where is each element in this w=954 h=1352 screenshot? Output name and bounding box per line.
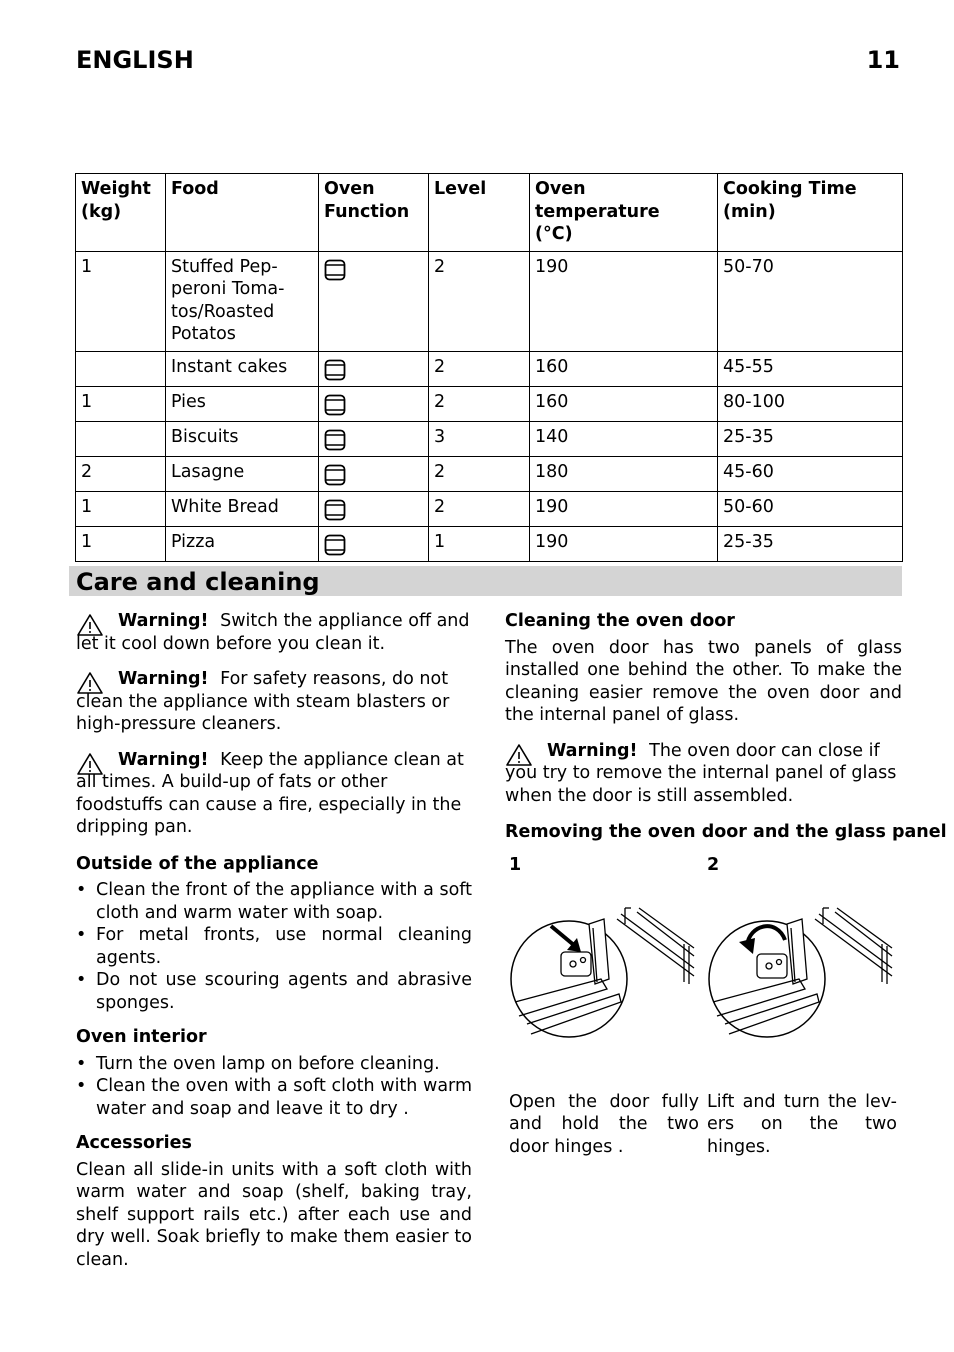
outside-list xyxy=(76,879,472,1014)
col-header-level: Level xyxy=(429,174,530,252)
cell-time: 80-100 xyxy=(718,386,903,421)
removing-heading: Removing the oven door and the glass panel xyxy=(505,822,947,842)
cell-food: Pizza xyxy=(166,526,319,561)
cell-food: White Bread xyxy=(166,491,319,526)
warning-block xyxy=(76,749,472,839)
cell-level: 3 xyxy=(429,421,530,456)
cell-temperature: 140 xyxy=(530,421,718,456)
col-header-time: Cooking Time (min) xyxy=(718,174,903,252)
cell-weight: 1 xyxy=(76,526,166,561)
step-number: 2 xyxy=(707,854,720,875)
table-row xyxy=(76,526,903,561)
cell-temperature: 190 xyxy=(530,491,718,526)
door-hinge-illustration xyxy=(509,884,699,1079)
warning-text: The oven door can close if you try to remove the internal panel of glass when the door is still assembled. xyxy=(505,740,897,806)
cell-level: 2 xyxy=(429,386,530,421)
cell-temperature: 180 xyxy=(530,456,718,491)
cell-time: 25-35 xyxy=(718,421,903,456)
oven-function-icon xyxy=(324,534,346,556)
col-header-weight: Weight (kg) xyxy=(76,174,166,252)
warning-label: Warning! xyxy=(118,669,209,689)
cell-food: Lasagne xyxy=(166,456,319,491)
section-title: Care and cleaning xyxy=(76,568,320,596)
cell-level: 2 xyxy=(429,491,530,526)
warning-triangle-icon xyxy=(76,671,104,695)
cell-time: 45-60 xyxy=(718,456,903,491)
removal-steps xyxy=(505,854,902,1157)
list-item: • Clean the oven with a soft cloth with warm water and soap and leave it to dry . xyxy=(76,1075,472,1120)
oven-function-icon xyxy=(324,499,346,521)
list-item: • Turn the oven lamp on before cleaning. xyxy=(76,1053,472,1076)
warning-block xyxy=(76,668,472,736)
cell-oven-function xyxy=(319,491,429,526)
oven-function-icon xyxy=(324,259,346,281)
cell-level: 1 xyxy=(429,526,530,561)
warning-text: For safety reasons, do not clean the appliance with steam blasters or high-pressure cleaners. xyxy=(76,669,450,734)
warning-triangle-icon xyxy=(76,752,104,776)
cell-food: Biscuits xyxy=(166,421,319,456)
lever-turn-illustration xyxy=(707,884,897,1079)
cell-weight xyxy=(76,351,166,386)
list-item: • For metal fronts, use normal cleaning agents. xyxy=(76,924,472,969)
interior-list xyxy=(76,1053,472,1121)
warning-label: Warning! xyxy=(547,740,638,761)
col-header-oven-function: Oven Function xyxy=(319,174,429,252)
list-item: • Clean the front of the appliance with a soft cloth and warm water with soap. xyxy=(76,879,472,924)
warning-block xyxy=(76,610,472,655)
table-row xyxy=(76,251,903,351)
cell-weight: 1 xyxy=(76,386,166,421)
oven-function-icon xyxy=(324,464,346,486)
cell-oven-function xyxy=(319,421,429,456)
table-row xyxy=(76,386,903,421)
step-1 xyxy=(509,854,699,1159)
table-row xyxy=(76,351,903,386)
warning-block xyxy=(505,740,902,808)
outside-heading: Outside of the appliance xyxy=(76,853,319,874)
cell-food: Instant cakes xyxy=(166,351,319,386)
cell-weight xyxy=(76,421,166,456)
accessories-text: Clean all slide-in units with a soft cloth with warm water and soap (shelf, baking tray, shelf support rails etc.) after each use and dry well. Soak briefly to make them easier to clean. xyxy=(76,1159,472,1270)
cooking-table xyxy=(75,173,903,562)
cell-oven-function xyxy=(319,251,429,351)
door-text: The oven door has two panels of glass installed one behind the other. To make the cleaning easier remove the oven door and the internal panel of glass. xyxy=(505,637,902,725)
cell-temperature: 160 xyxy=(530,386,718,421)
accessories-heading: Accessories xyxy=(76,1133,192,1153)
step-number: 1 xyxy=(509,854,522,875)
cell-temperature: 190 xyxy=(530,251,718,351)
col-header-temperature: Oven temperature (°C) xyxy=(530,174,718,252)
door-heading: Cleaning the oven door xyxy=(505,611,735,631)
oven-function-icon xyxy=(324,429,346,451)
cell-weight: 2 xyxy=(76,456,166,491)
warning-triangle-icon xyxy=(505,743,533,767)
step-2 xyxy=(707,854,897,1159)
left-column xyxy=(76,610,472,1271)
right-column xyxy=(505,610,947,1157)
cell-time: 50-70 xyxy=(718,251,903,351)
cell-oven-function xyxy=(319,456,429,491)
warning-label: Warning! xyxy=(118,749,209,770)
cell-level: 2 xyxy=(429,351,530,386)
cell-food: Stuffed Pep- peroni Toma- tos/Roasted Potatos xyxy=(166,251,319,351)
cell-level: 2 xyxy=(429,456,530,491)
cell-oven-function xyxy=(319,386,429,421)
warning-label: Warning! xyxy=(118,611,209,631)
list-item: • Do not use scouring agents and abrasive sponges. xyxy=(76,969,472,1014)
cell-weight: 1 xyxy=(76,251,166,351)
interior-heading: Oven interior xyxy=(76,1027,207,1047)
cell-food: Pies xyxy=(166,386,319,421)
warning-text: Switch the appliance off and let it cool down before you clean it. xyxy=(76,611,470,654)
cell-weight: 1 xyxy=(76,491,166,526)
col-header-food: Food xyxy=(166,174,319,252)
table-header-row xyxy=(76,174,903,252)
cell-time: 45-55 xyxy=(718,351,903,386)
step-caption: Lift and turn the lev-ers on the two hinges. xyxy=(707,1091,897,1157)
step-caption: Open the door fully and hold the two door hinges . xyxy=(509,1091,699,1157)
table-row xyxy=(76,491,903,526)
oven-function-icon xyxy=(324,359,346,381)
cell-temperature: 160 xyxy=(530,351,718,386)
cell-level: 2 xyxy=(429,251,530,351)
oven-function-icon xyxy=(324,394,346,416)
cell-temperature: 190 xyxy=(530,526,718,561)
cell-time: 25-35 xyxy=(718,526,903,561)
cell-time: 50-60 xyxy=(718,491,903,526)
cell-oven-function xyxy=(319,526,429,561)
language-heading: ENGLISH xyxy=(76,46,194,74)
table-row xyxy=(76,456,903,491)
cell-oven-function xyxy=(319,351,429,386)
table-row xyxy=(76,421,903,456)
page-number: 11 xyxy=(866,46,900,74)
warning-triangle-icon xyxy=(76,613,104,637)
warning-text: Keep the appliance clean at all times. A build-up of fats or other foodstuffs can cause a fire, especially in the dripping pan. xyxy=(76,749,464,837)
